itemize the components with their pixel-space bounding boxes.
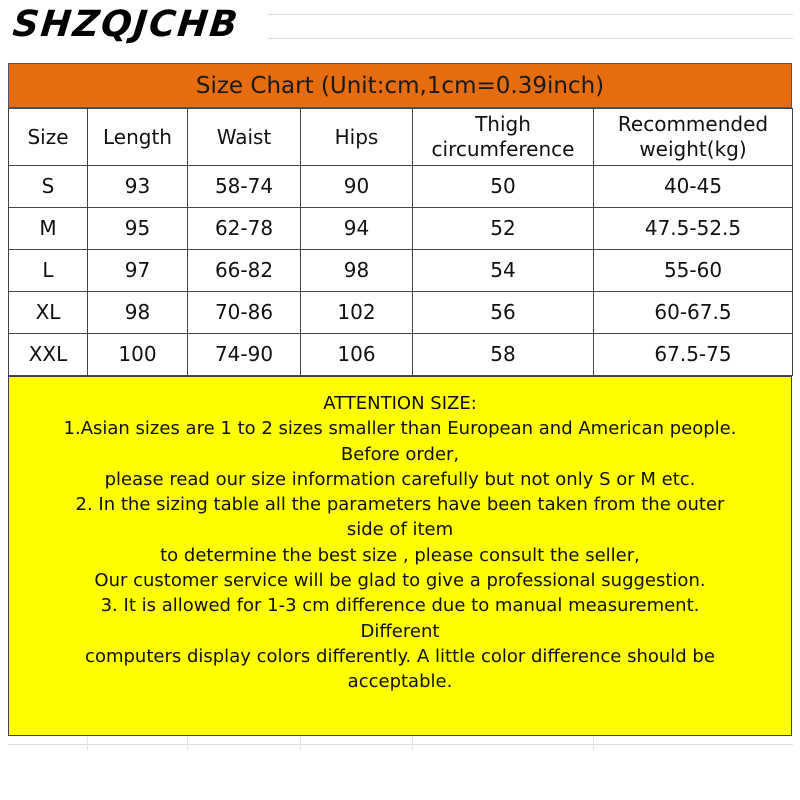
- table-row: [9, 334, 793, 376]
- table-row: [9, 292, 793, 334]
- cell-length: 98: [88, 292, 188, 334]
- cell-hips: 98: [301, 250, 413, 292]
- background-grid-line: [412, 736, 413, 750]
- cell-thigh: 56: [413, 292, 594, 334]
- cell-size: L: [9, 250, 88, 292]
- cell-length: 95: [88, 208, 188, 250]
- attention-line: 3. It is allowed for 1-3 cm difference due to manual measurement.: [100, 595, 700, 617]
- table-row: [9, 166, 793, 208]
- logo-area: [0, 0, 268, 52]
- cell-hips: 102: [301, 292, 413, 334]
- cell-waist: 58-74: [188, 166, 301, 208]
- cell-waist: 66-82: [188, 250, 301, 292]
- cell-length: 93: [88, 166, 188, 208]
- table-row: [9, 208, 793, 250]
- background-grid-line: [300, 736, 301, 750]
- attention-line: 2. In the sizing table all the parameters have been taken from the outer: [75, 494, 725, 516]
- attention-line: Our customer service will be glad to give a professional suggestion.: [94, 570, 706, 592]
- cell-waist: 74-90: [188, 334, 301, 376]
- cell-hips: 106: [301, 334, 413, 376]
- cell-thigh: 54: [413, 250, 594, 292]
- column-header-length: Length: [88, 109, 188, 166]
- column-header-thigh-circumference: Thigh circumference: [413, 109, 594, 166]
- cell-size: XL: [9, 292, 88, 334]
- attention-line: acceptable.: [347, 671, 453, 693]
- cell-thigh: 50: [413, 166, 594, 208]
- cell-waist: 70-86: [188, 292, 301, 334]
- table-row: [9, 250, 793, 292]
- cell-length: 97: [88, 250, 188, 292]
- attention-line: computers display colors differently. A little color difference should be: [85, 645, 715, 667]
- cell-hips: 94: [301, 208, 413, 250]
- cell-hips: 90: [301, 166, 413, 208]
- attention-line: Before order,: [340, 443, 460, 465]
- column-header-hips: Hips: [301, 109, 413, 166]
- cell-weight: 55-60: [594, 250, 793, 292]
- table-header-row: [9, 109, 793, 166]
- background-grid-line: [187, 736, 188, 750]
- background-grid-line: [87, 736, 88, 750]
- cell-weight: 60-67.5: [594, 292, 793, 334]
- cell-weight: 67.5-75: [594, 334, 793, 376]
- brand-logo: SHZQJCHB: [10, 4, 242, 45]
- attention-line: side of item: [346, 519, 454, 541]
- background-grid-line: [593, 736, 594, 750]
- cell-waist: 62-78: [188, 208, 301, 250]
- attention-line: please read our size information carefully but not only S or M etc.: [104, 468, 696, 490]
- attention-line: 1.Asian sizes are 1 to 2 sizes smaller than European and American people.: [63, 418, 737, 440]
- size-chart-title: Size Chart (Unit:cm,1cm=0.39inch): [8, 63, 792, 108]
- cell-size: XXL: [9, 334, 88, 376]
- column-header-recommended-weight: Recommended weight(kg): [594, 109, 793, 166]
- cell-weight: 47.5-52.5: [594, 208, 793, 250]
- cell-weight: 40-45: [594, 166, 793, 208]
- cell-size: S: [9, 166, 88, 208]
- column-header-size: Size: [9, 109, 88, 166]
- cell-size: M: [9, 208, 88, 250]
- cell-thigh: 52: [413, 208, 594, 250]
- attention-heading: ATTENTION SIZE:: [323, 393, 477, 414]
- column-header-waist: Waist: [188, 109, 301, 166]
- attention-notice: [8, 376, 792, 736]
- background-grid-line: [8, 744, 793, 745]
- attention-line: to determine the best size , please consult the seller,: [160, 544, 640, 566]
- attention-line: Different: [360, 620, 440, 642]
- cell-length: 100: [88, 334, 188, 376]
- size-table: [8, 108, 793, 376]
- cell-thigh: 58: [413, 334, 594, 376]
